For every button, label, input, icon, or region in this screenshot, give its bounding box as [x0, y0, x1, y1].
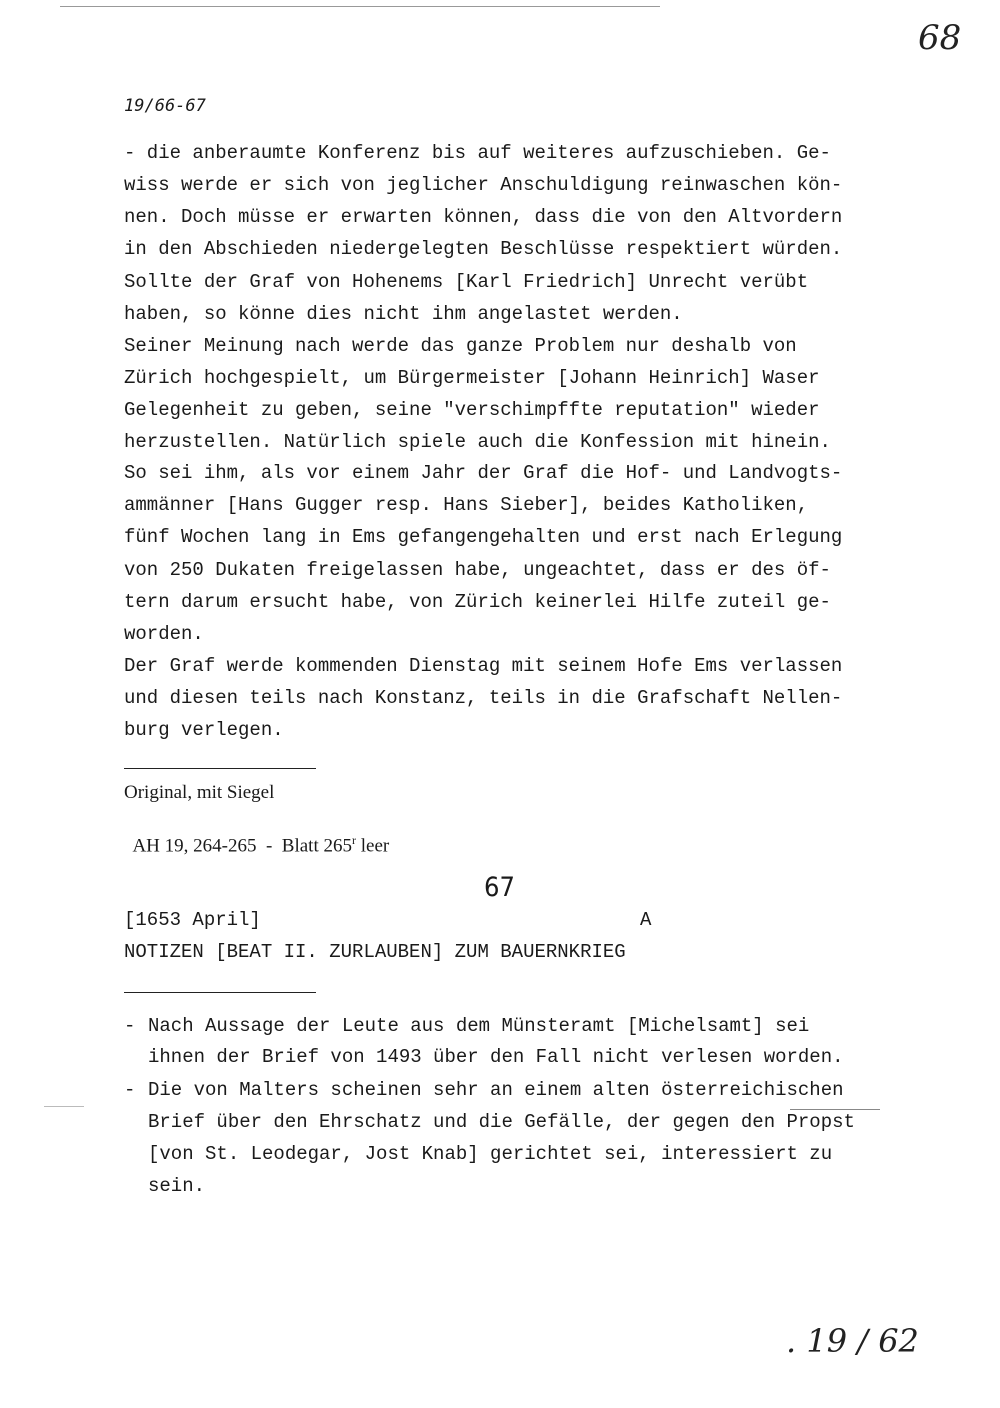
body-line: fünf Wochen lang in Ems gefangengehalten und erst nach Erlegung [124, 526, 843, 548]
source-ref: AH 19, 264-265 - Blatt 265 [132, 835, 352, 857]
body-line: herzustellen. Natürlich spiele auch die Konfession mit hinein. [124, 431, 831, 453]
body-line: haben, so könne dies nicht ihm angelastet werden. [124, 303, 683, 325]
note-line: [von St. Leodegar, Jost Knab] gerichtet sei, interessiert zu [148, 1143, 833, 1165]
note-line: ihnen der Brief von 1493 über den Fall nicht verlesen worden. [148, 1046, 844, 1068]
document-number: 67 [484, 872, 515, 903]
document-date: [1653 April] [124, 909, 261, 931]
source-line-2 [124, 804, 389, 858]
note-line: Nach Aussage der Leute aus dem Münsteramt [Michelsamt] sei [148, 1015, 810, 1037]
note-bullet: - [124, 1015, 136, 1037]
scan-edge-top [60, 6, 660, 7]
note-bullet: - [124, 1079, 136, 1101]
note-line: sein. [148, 1175, 206, 1197]
body-line: - die anberaumte Konferenz bis auf weiteres aufzuschieben. Ge- [124, 142, 831, 164]
body-line: Seiner Meinung nach werde das ganze Problem nur deshalb von [124, 335, 797, 357]
scan-artifact [790, 1109, 880, 1110]
header-reference: 19/66-67 [124, 96, 206, 116]
handwritten-page-number: 68 [918, 18, 962, 58]
title-separator [124, 992, 316, 993]
body-line: Sollte der Graf von Hohenems [Karl Friedrich] Unrecht verübt [124, 271, 809, 293]
body-line: Der Graf werde kommenden Dienstag mit seinem Hofe Ems verlassen [124, 655, 843, 677]
body-line: und diesen teils nach Konstanz, teils in die Grafschaft Nellen- [124, 687, 843, 709]
note-line: Die von Malters scheinen sehr an einem alten österreichischen [148, 1079, 844, 1101]
source-tail: leer [356, 835, 390, 857]
body-line: burg verlegen. [124, 719, 284, 741]
source-line-1: Original, mit Siegel [124, 782, 275, 803]
body-line: nen. Doch müsse er erwarten können, dass die von den Altvordern [124, 206, 843, 228]
body-line: wiss werde er sich von jeglicher Anschuldigung reinwaschen kön- [124, 174, 843, 196]
document-class-letter: A [640, 909, 652, 931]
body-line: Gelegenheit zu geben, seine "verschimpffte reputation" wieder [124, 399, 820, 421]
body-line: in den Abschieden niedergelegten Beschlüsse respektiert würden. [124, 238, 843, 260]
body-line: tern darum ersucht habe, von Zürich keinerlei Hilfe zuteil ge- [124, 591, 831, 613]
body-line: worden. [124, 623, 204, 645]
source-sup: r [352, 833, 356, 847]
scan-artifact [44, 1106, 84, 1107]
document-title: NOTIZEN [BEAT II. ZURLAUBEN] ZUM BAUERNKRIEG [124, 941, 626, 963]
body-line: ammänner [Hans Gugger resp. Hans Sieber], beides Katholiken, [124, 494, 809, 516]
handwritten-archive-number: . 19 / 62 [786, 1322, 919, 1360]
note-line: Brief über den Ehrschatz und die Gefälle, der gegen den Propst [148, 1111, 855, 1133]
body-line: Zürich hochgespielt, um Bürgermeister [Johann Heinrich] Waser [124, 367, 820, 389]
body-line: von 250 Dukaten freigelassen habe, ungeachtet, dass er des öf- [124, 559, 831, 581]
body-line: So sei ihm, als vor einem Jahr der Graf die Hof- und Landvogts- [124, 462, 843, 484]
source-separator [124, 768, 316, 769]
